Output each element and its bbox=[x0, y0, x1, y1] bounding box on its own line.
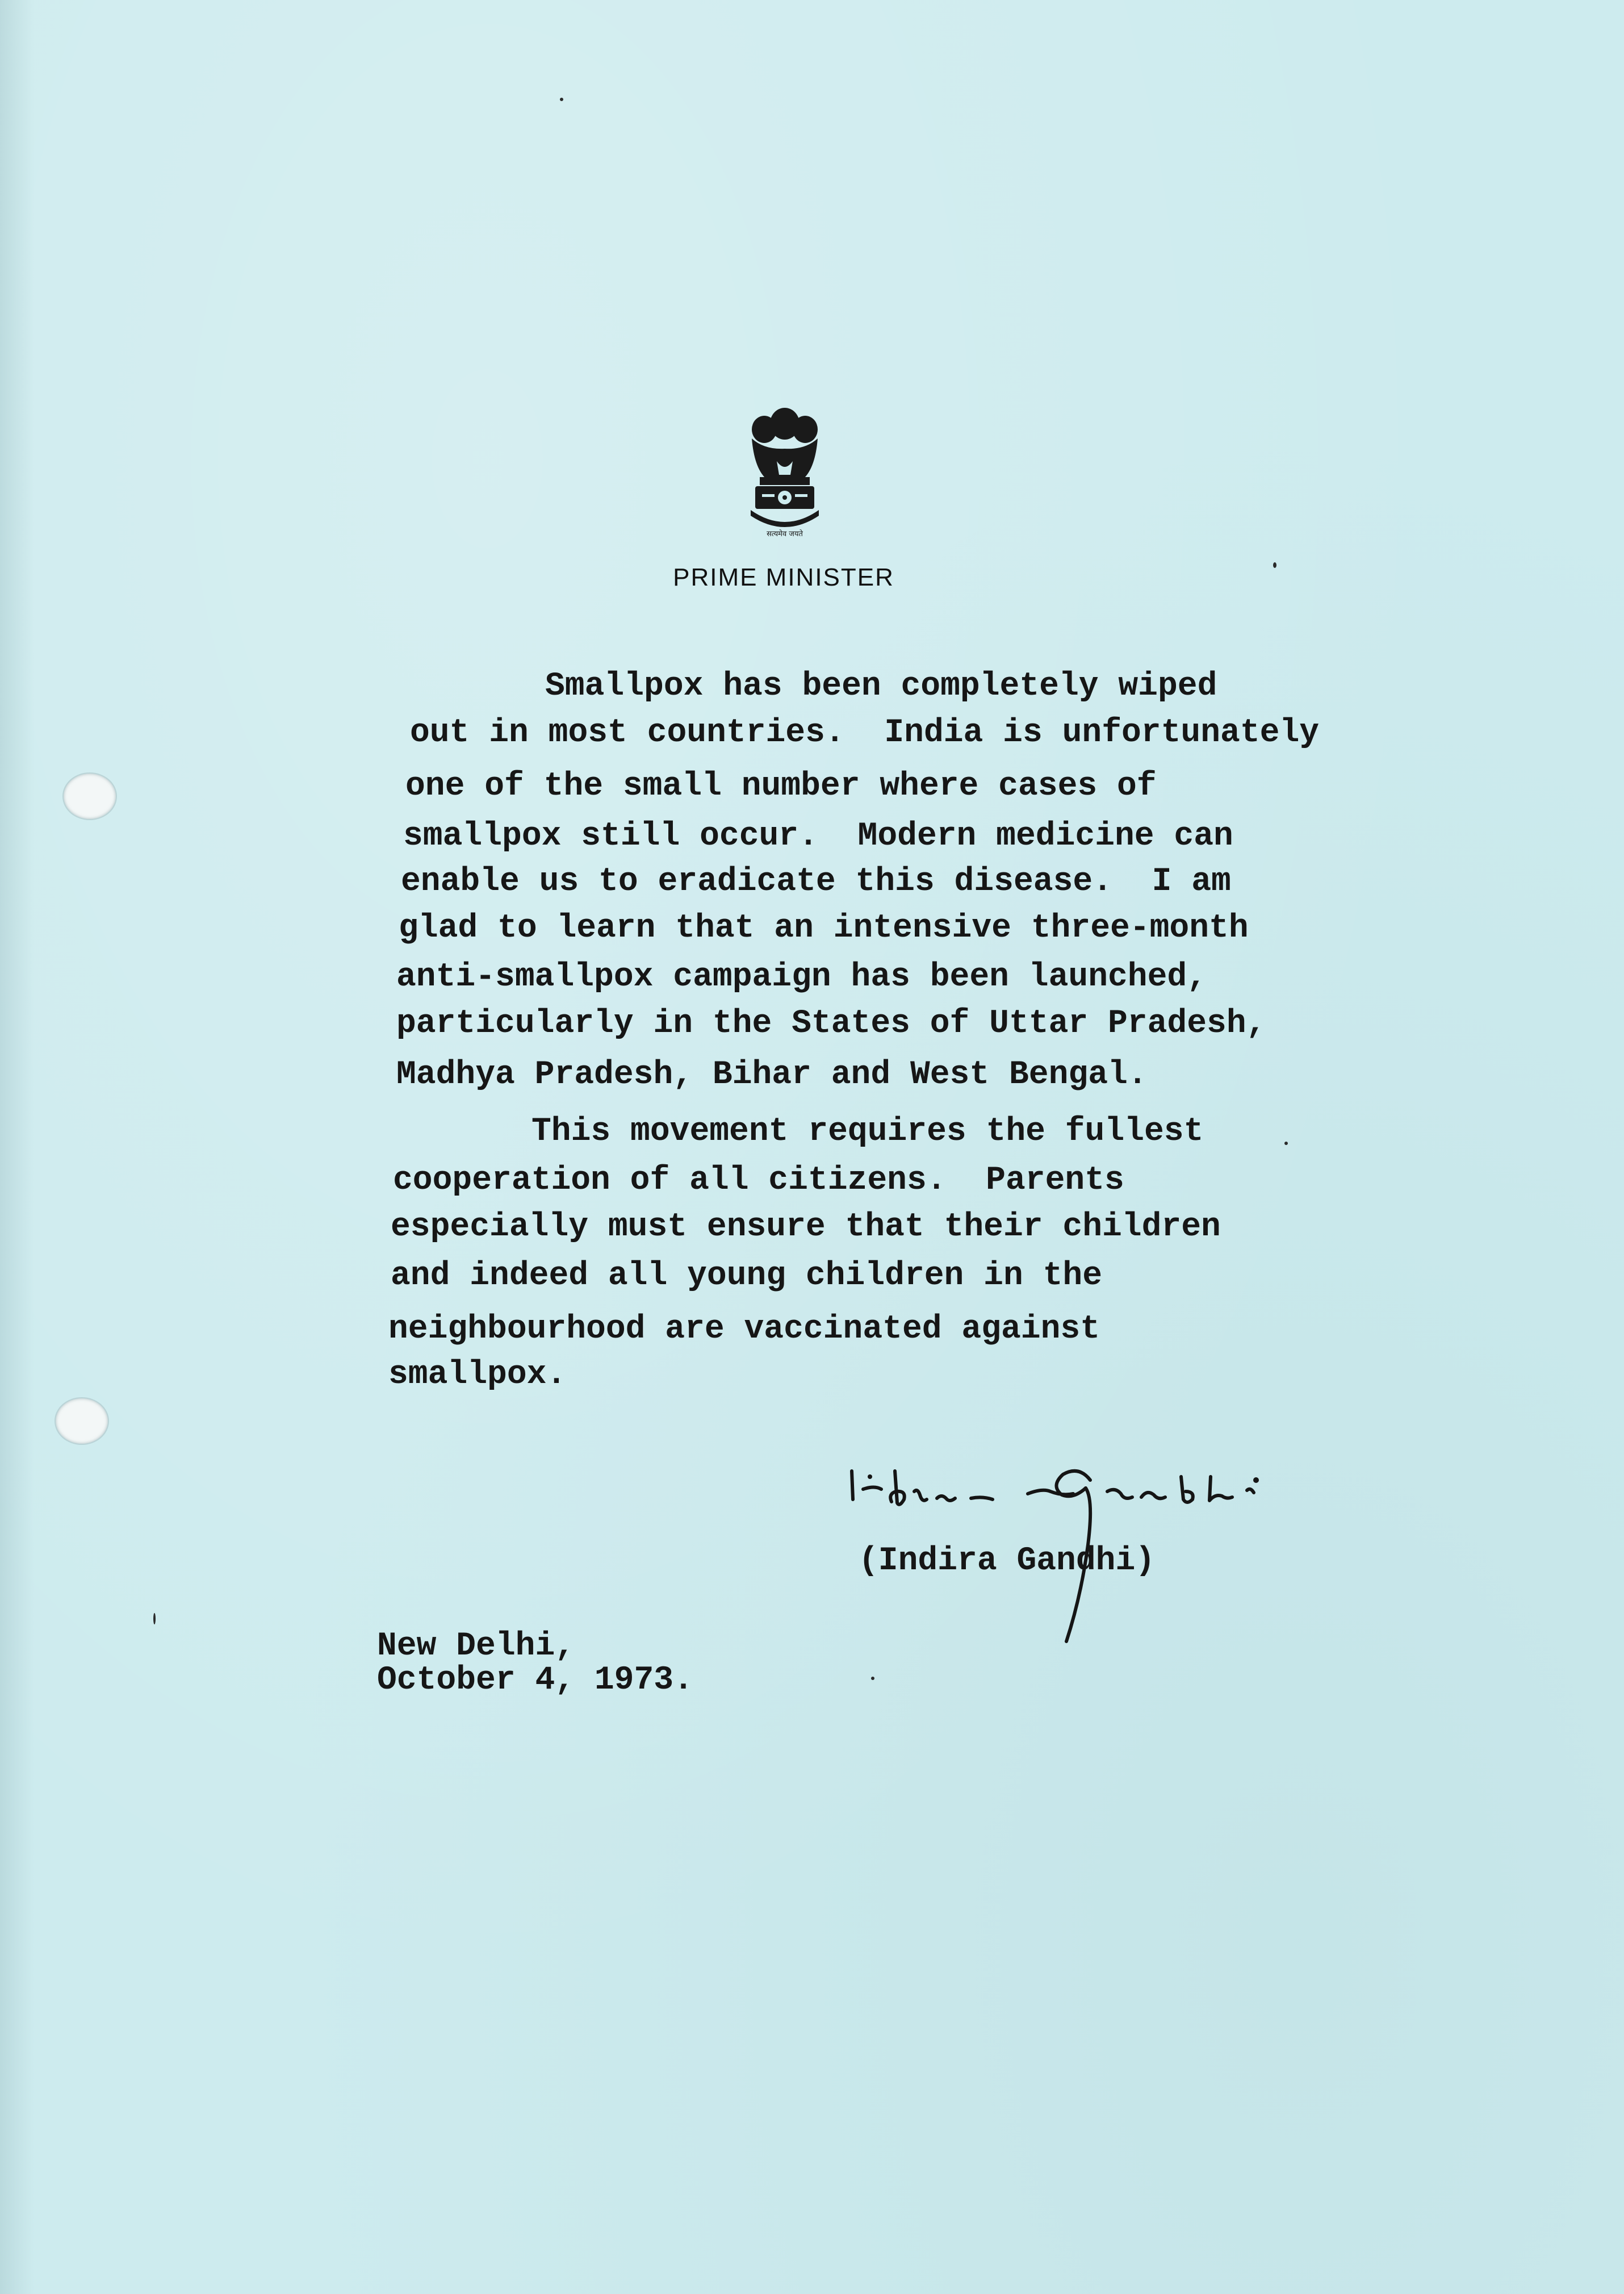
body-line: This movement requires the fullest bbox=[531, 1113, 1204, 1150]
body-line: smallpox still occur. Modern medicine can bbox=[403, 818, 1233, 855]
page-edge-shadow bbox=[0, 0, 34, 2294]
punch-hole-top bbox=[64, 774, 116, 819]
paper-speck bbox=[1273, 562, 1276, 568]
letterhead-title: PRIME MINISTER bbox=[673, 563, 894, 591]
body-line: one of the small number where cases of bbox=[405, 768, 1157, 805]
emblem-motto: सत्यमेव जयते bbox=[767, 530, 803, 538]
paper-speck bbox=[153, 1613, 156, 1624]
date: October 4, 1973. bbox=[377, 1662, 693, 1699]
paper-speck bbox=[1284, 1142, 1288, 1145]
state-emblem-icon bbox=[743, 404, 827, 541]
body-line: and indeed all young children in the bbox=[391, 1257, 1103, 1294]
body-line: Smallpox has been completely wiped bbox=[545, 668, 1217, 705]
body-line: cooperation of all citizens. Parents bbox=[393, 1162, 1124, 1199]
place: New Delhi, bbox=[377, 1628, 575, 1665]
body-line: glad to learn that an intensive three-month bbox=[399, 910, 1249, 947]
paper-speck bbox=[560, 98, 563, 101]
body-line: Madhya Pradesh, Bihar and West Bengal. bbox=[396, 1056, 1148, 1093]
body-line: out in most countries. India is unfortunately bbox=[410, 714, 1320, 751]
punch-hole-bottom bbox=[56, 1398, 108, 1444]
paper-speck bbox=[871, 1677, 874, 1680]
body-line: enable us to eradicate this disease. I am bbox=[401, 863, 1231, 900]
body-line: especially must ensure that their children bbox=[391, 1209, 1221, 1246]
body-line: anti-smallpox campaign has been launched, bbox=[396, 959, 1207, 996]
body-line: particularly in the States of Uttar Pradesh, bbox=[396, 1005, 1266, 1042]
body-line: smallpox. bbox=[388, 1356, 567, 1393]
typed-signatory-name: (Indira Gandhi) bbox=[859, 1543, 1156, 1580]
body-line: neighbourhood are vaccinated against bbox=[388, 1311, 1100, 1348]
